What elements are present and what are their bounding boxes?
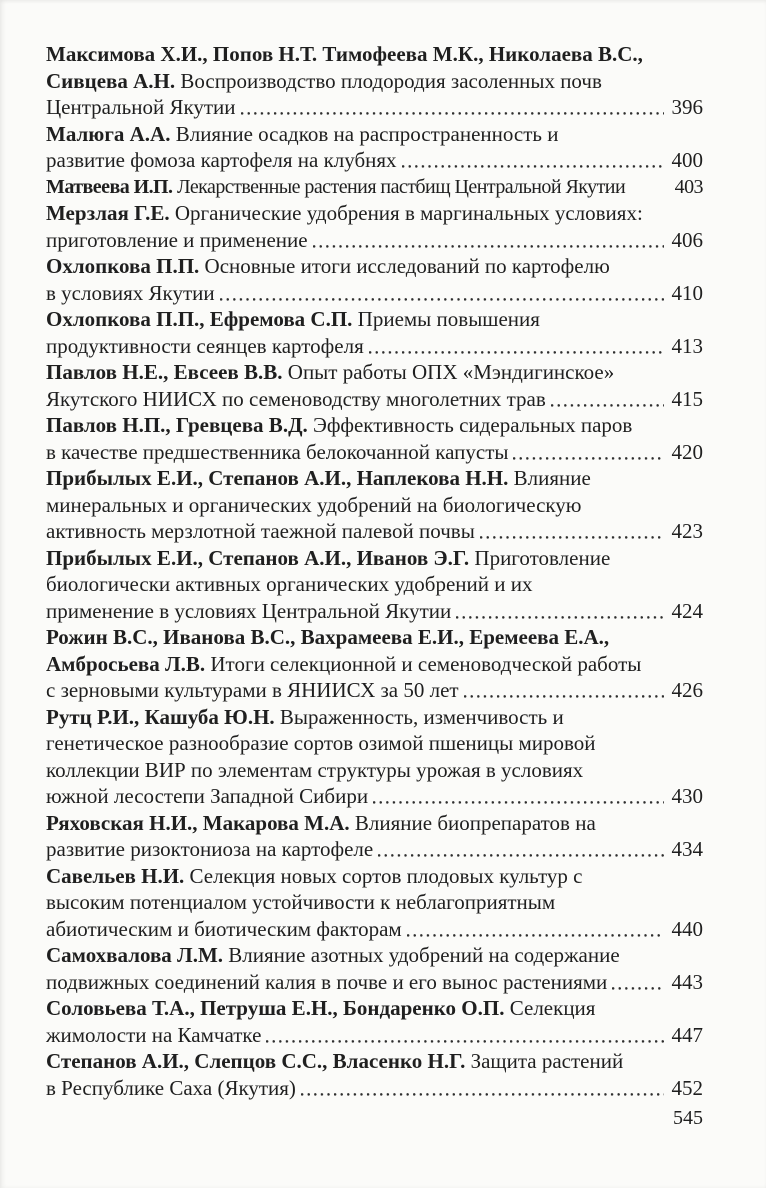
- toc-entry: [46, 546, 703, 626]
- toc-line: [46, 705, 703, 732]
- dot-leader: [220, 298, 664, 301]
- entry-page-number: 426: [671, 678, 703, 702]
- toc-entry: [46, 864, 703, 944]
- entry-page-number: 403: [674, 175, 703, 198]
- entry-title-text: Якутского НИИСХ по семеноводству многолетних трав: [46, 386, 546, 411]
- entry-title-text: приготовление и применение: [46, 227, 308, 252]
- toc-line: [46, 493, 703, 520]
- dot-leader: [464, 695, 664, 698]
- dot-leader: [612, 987, 663, 990]
- toc-line: [46, 413, 703, 440]
- dot-leader: [369, 351, 664, 354]
- entry-page-number: 434: [671, 837, 703, 861]
- toc-line: [46, 334, 703, 361]
- toc-line: [46, 599, 703, 626]
- entry-page-number: 420: [671, 439, 703, 464]
- dot-leader: [241, 112, 664, 115]
- toc-line: [46, 652, 703, 679]
- author-names-text: Павлов Н.П., Гревцева В.Д.: [46, 413, 308, 437]
- toc-line: [46, 95, 703, 122]
- toc-line: [46, 466, 703, 493]
- entry-title-text: южной лесостепи Западной Сибири: [46, 784, 369, 808]
- entry-title-text: Органические удобрения в маргинальных условиях:: [169, 201, 643, 225]
- entry-page-number: 440: [671, 916, 703, 941]
- toc-line: [46, 758, 703, 785]
- author-names-text: Малюга А.А.: [46, 121, 171, 146]
- entry-title-text: Эффективность сидеральных паров: [307, 413, 633, 437]
- entry-title-text: абиотическим и биотическим факторам: [46, 916, 402, 941]
- author-names-text: Прибылых Е.И., Степанов А.И., Наплекова Н.Н.: [46, 466, 509, 490]
- toc-entry: [46, 360, 703, 413]
- author-names-text: Максимова Х.И., Попов Н.Т. Тимофеева М.К., Николаева В.С.,: [46, 42, 643, 66]
- toc-entry: [46, 201, 703, 254]
- author-names-text: Охлопкова П.П., Ефремова С.П.: [46, 307, 353, 331]
- toc-line: [46, 387, 703, 414]
- toc-entry: [46, 625, 703, 705]
- entry-title-text: в условиях Якутии: [46, 280, 215, 305]
- entry-page-number: 406: [671, 227, 703, 252]
- entry-title-text: Влияние: [508, 466, 591, 490]
- toc-line: [46, 625, 703, 652]
- toc-line: [46, 731, 703, 758]
- author-names-text: Степанов А.И., Слепцов С.С., Власенко Н.Г.: [46, 1049, 466, 1073]
- toc-line: [46, 996, 703, 1023]
- entry-title-text: Влияние азотных удобрений на содержание: [223, 943, 620, 967]
- entry-title-text: продуктивности сеянцев картофеля: [46, 333, 364, 358]
- toc-line: [46, 228, 703, 255]
- toc-entry: [46, 42, 703, 122]
- author-names-text: Охлопкова П.П.: [46, 254, 200, 278]
- author-names-text: Матвеева И.П.: [46, 175, 173, 198]
- entry-title-text: Основные итоги исследований по картофелю: [199, 254, 610, 278]
- entry-title-text: в Республике Саха (Якутия): [46, 1075, 296, 1100]
- toc-entry: [46, 254, 703, 307]
- toc-line: [46, 784, 703, 811]
- entry-title-text: в качестве предшественника белокочанной капусты: [46, 439, 509, 464]
- toc-line: [46, 546, 703, 573]
- entry-title-text: Лекарственные растения пастбищ Центральной Якутии: [172, 175, 626, 198]
- entry-page-number: 430: [671, 784, 703, 808]
- toc-line: [46, 572, 703, 599]
- page-folio: 545: [673, 1107, 703, 1129]
- author-names-text: Рожин В.С., Иванова В.С., Вахрамеева Е.И., Еремеева Е.А.,: [46, 625, 610, 649]
- entry-page-number: 410: [671, 280, 703, 305]
- entry-page-number: 423: [671, 519, 703, 543]
- toc-line: [46, 837, 703, 864]
- author-names-text: Прибылых Е.И., Степанов А.И., Иванов Э.Г.: [46, 545, 470, 570]
- toc-line: [46, 943, 703, 970]
- toc-entry: [46, 413, 703, 466]
- toc-line: [46, 281, 703, 308]
- entry-title-text: Селекция новых сортов плодовых культур с: [184, 863, 583, 888]
- toc-line: [46, 1023, 703, 1050]
- toc-line: [46, 360, 703, 387]
- author-names-text: Амбросьева Л.В.: [46, 651, 206, 676]
- toc-entry: [46, 811, 703, 864]
- toc-line: [46, 811, 703, 838]
- toc-line: [46, 201, 703, 228]
- toc-line: [46, 917, 703, 944]
- entry-title-text: активность мерзлотной таежной палевой почвы: [46, 519, 475, 543]
- entry-title-text: применение в условиях Центральной Якутии: [46, 598, 452, 623]
- entry-title-text: Приемы повышения: [352, 307, 540, 331]
- entry-title-text: Влияние осадков на распространенность и: [170, 121, 559, 146]
- author-names-text: Сивцева А.Н.: [46, 68, 176, 93]
- toc-entry: [46, 996, 703, 1049]
- dot-leader: [313, 245, 664, 248]
- toc-line: [46, 678, 703, 705]
- entry-title-text: Опыт работы ОПХ «Мэндигинское»: [282, 360, 615, 384]
- entry-page-number: 424: [671, 598, 703, 623]
- entry-title-text: развитие ризоктониоза на картофеле: [46, 837, 374, 861]
- dot-leader: [407, 934, 664, 937]
- toc-line: [46, 69, 703, 96]
- author-names-text: Савельев Н.И.: [46, 863, 185, 888]
- entry-title-text: жимолости на Камчатке: [46, 1022, 262, 1047]
- dot-leader: [301, 1093, 664, 1096]
- entry-page-number: 443: [671, 969, 703, 994]
- toc-list: [46, 42, 703, 1102]
- entry-page-number: 413: [671, 333, 703, 358]
- entry-title-text: минеральных и органических удобрений на биологическую: [46, 492, 582, 517]
- toc-line: [46, 1049, 703, 1076]
- author-names-text: Рутц Р.И., Кашуба Ю.Н.: [46, 704, 275, 729]
- entry-title-text: Выраженность, изменчивость и: [274, 704, 564, 729]
- toc-line: [46, 970, 703, 997]
- author-names-text: Павлов Н.Е., Евсеев В.В.: [46, 360, 283, 384]
- author-names-text: Ряховская Н.И., Макарова М.А.: [46, 810, 350, 835]
- entry-title-text: высоким потенциалом устойчивости к неблагоприятным: [46, 890, 556, 914]
- entry-title-text: развитие фомоза картофеля на клубнях: [46, 148, 397, 172]
- toc-line: [46, 254, 703, 281]
- toc-line: [46, 307, 703, 334]
- dot-leader: [513, 457, 663, 460]
- entry-title-text: Центральной Якутии: [46, 95, 236, 119]
- toc-line: [46, 890, 703, 917]
- entry-title-text: Итоги селекционной и семеноводческой работы: [205, 651, 642, 676]
- entry-page-number: 452: [671, 1075, 703, 1100]
- toc-line: [46, 122, 703, 149]
- entry-title-text: биологически активных органических удобрений и их: [46, 572, 533, 596]
- toc-line: [46, 1076, 703, 1103]
- entry-title-text: Селекция: [504, 996, 596, 1020]
- entry-page-number: 447: [671, 1022, 703, 1047]
- toc-entry: [46, 943, 703, 996]
- toc-line: [46, 148, 703, 175]
- author-names-text: Самохвалова Л.М.: [46, 943, 224, 967]
- toc-line: [46, 42, 703, 69]
- toc-line: [46, 175, 703, 202]
- dot-leader: [378, 854, 663, 857]
- entry-title-text: Влияние биопрепаратов на: [349, 810, 596, 835]
- dot-leader: [373, 801, 663, 804]
- entry-title-text: Приготовление: [469, 545, 611, 570]
- entry-page-number: 396: [671, 95, 703, 119]
- toc-line: [46, 440, 703, 467]
- toc-entry: [46, 705, 703, 811]
- author-names-text: Соловьева Т.А., Петруша Е.Н., Бондаренко О.П.: [46, 996, 505, 1020]
- toc-line: [46, 519, 703, 546]
- toc-entry: [46, 1049, 703, 1102]
- entry-title-text: Защита растений: [465, 1049, 624, 1073]
- leader-gap: [630, 192, 667, 195]
- entry-title-text: с зерновыми культурами в ЯНИИСХ за 50 лет: [46, 678, 459, 702]
- toc-entry: [46, 307, 703, 360]
- entry-title-text: Воспроизводство плодородия засоленных почв: [175, 68, 602, 93]
- entry-page-number: 415: [671, 386, 703, 411]
- toc-entry: [46, 175, 703, 202]
- dot-leader: [402, 165, 664, 168]
- dot-leader: [266, 1040, 663, 1043]
- dot-leader: [551, 404, 664, 407]
- dot-leader: [456, 616, 663, 619]
- entry-title-text: генетическое разнообразие сортов озимой пшеницы мировой: [46, 731, 596, 755]
- entry-title-text: коллекции ВИР по элементам структуры урожая в условиях: [46, 757, 584, 782]
- toc-line: [46, 864, 703, 891]
- author-names-text: Мерзлая Г.Е.: [46, 201, 170, 225]
- toc-entry: [46, 466, 703, 546]
- dot-leader: [480, 536, 664, 539]
- toc-entry: [46, 122, 703, 175]
- entry-title-text: подвижных соединений калия в почве и его вынос растениями: [46, 969, 608, 994]
- entry-page-number: 400: [671, 148, 703, 172]
